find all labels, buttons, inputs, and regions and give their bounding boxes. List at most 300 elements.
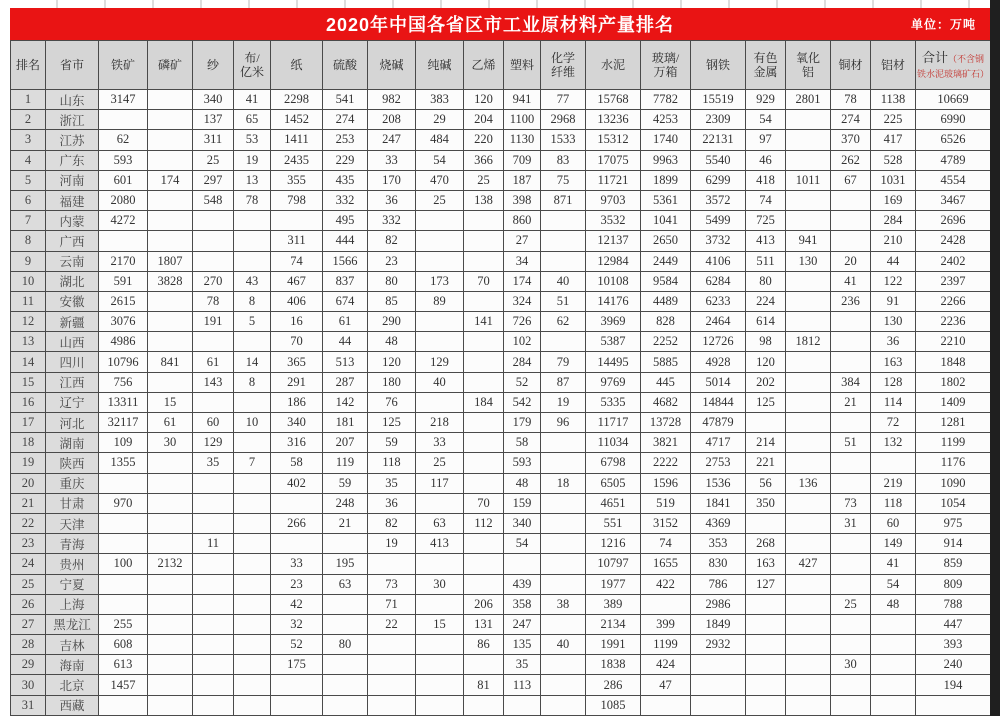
value-cell-plastics: 1100 [504,110,541,130]
value-cell-glass-10k-cases: 7782 [641,90,691,110]
rank-cell: 1 [11,90,46,110]
value-cell-phosphate-ore: 3828 [148,271,193,291]
value-cell-cement: 5335 [586,392,641,412]
value-cell-phosphate-ore [148,473,193,493]
value-cell-cement: 551 [586,513,641,533]
value-cell-cloth-100m-meters [234,251,271,271]
value-cell-caustic-soda [368,695,416,715]
value-cell-aluminum-products: 130 [871,312,916,332]
table-body [11,90,991,716]
value-cell-copper-products: 67 [831,170,871,190]
value-cell-soda-ash: 54 [416,150,464,170]
value-cell-plastics: 324 [504,291,541,311]
value-cell-plastics: 58 [504,433,541,453]
value-cell-cement: 3969 [586,312,641,332]
value-cell-glass-10k-cases: 4682 [641,392,691,412]
value-cell-sulfuric-acid [323,594,368,614]
value-cell-glass-10k-cases: 1740 [641,130,691,150]
value-cell-plastics: 35 [504,655,541,675]
table-row [11,493,991,513]
value-cell-alumina [786,372,831,392]
value-cell-phosphate-ore [148,332,193,352]
value-cell-sulfuric-acid: 80 [323,635,368,655]
column-header-cement: 水泥 [586,41,641,90]
value-cell-paper: 23 [271,574,323,594]
province-cell: 天津 [46,513,99,533]
value-cell-chemical-fiber [541,574,586,594]
value-cell-soda-ash: 29 [416,110,464,130]
value-cell-plastics: 135 [504,635,541,655]
value-cell-cloth-100m-meters: 19 [234,150,271,170]
value-cell-chemical-fiber [541,675,586,695]
table-row [11,534,991,554]
value-cell-chemical-fiber [541,251,586,271]
rank-cell: 7 [11,211,46,231]
column-header-province: 省市 [46,41,99,90]
value-cell-alumina [786,574,831,594]
value-cell-iron-ore [99,534,148,554]
value-cell-total: 2402 [916,251,991,271]
value-cell-aluminum-products: 114 [871,392,916,412]
value-cell-sulfuric-acid: 119 [323,453,368,473]
value-cell-chemical-fiber [541,231,586,251]
value-cell-yarn: 78 [193,291,234,311]
value-cell-alumina [786,614,831,634]
table-row [11,695,991,715]
value-cell-glass-10k-cases [641,695,691,715]
rank-cell: 27 [11,614,46,634]
value-cell-cement: 12984 [586,251,641,271]
value-cell-nonferrous-metals: 97 [746,130,786,150]
value-cell-paper: 70 [271,332,323,352]
province-cell: 北京 [46,675,99,695]
rank-cell: 9 [11,251,46,271]
rank-cell: 18 [11,433,46,453]
value-cell-glass-10k-cases [641,594,691,614]
value-cell-ethylene: 141 [464,312,504,332]
value-cell-cloth-100m-meters [234,554,271,574]
value-cell-iron-ore: 3076 [99,312,148,332]
value-cell-sulfuric-acid: 1566 [323,251,368,271]
value-cell-alumina [786,110,831,130]
value-cell-alumina [786,453,831,473]
province-cell: 宁夏 [46,574,99,594]
rank-cell: 20 [11,473,46,493]
column-header-nonferrous-metals: 有色 金属 [746,41,786,90]
value-cell-total: 1281 [916,413,991,433]
value-cell-caustic-soda: 35 [368,473,416,493]
value-cell-caustic-soda [368,655,416,675]
value-cell-steel: 47879 [691,413,746,433]
value-cell-total [916,695,991,715]
value-cell-glass-10k-cases: 5885 [641,352,691,372]
value-cell-phosphate-ore [148,695,193,715]
value-cell-soda-ash: 25 [416,453,464,473]
value-cell-phosphate-ore: 30 [148,433,193,453]
value-cell-caustic-soda: 125 [368,413,416,433]
value-cell-yarn [193,635,234,655]
value-cell-plastics [504,554,541,574]
value-cell-cloth-100m-meters: 7 [234,453,271,473]
value-cell-chemical-fiber: 62 [541,312,586,332]
value-cell-glass-10k-cases: 4489 [641,291,691,311]
value-cell-chemical-fiber [541,493,586,513]
value-cell-plastics: 247 [504,614,541,634]
value-cell-cement: 14176 [586,291,641,311]
value-cell-ethylene: 70 [464,493,504,513]
value-cell-steel: 2986 [691,594,746,614]
value-cell-glass-10k-cases: 1199 [641,635,691,655]
value-cell-total: 1090 [916,473,991,493]
column-header-caustic-soda: 烧碱 [368,41,416,90]
value-cell-steel [691,675,746,695]
value-cell-sulfuric-acid [323,614,368,634]
value-cell-sulfuric-acid: 63 [323,574,368,594]
value-cell-sulfuric-acid: 253 [323,130,368,150]
rank-cell: 24 [11,554,46,574]
province-cell: 江西 [46,372,99,392]
value-cell-copper-products: 20 [831,251,871,271]
value-cell-ethylene [464,291,504,311]
table-row [11,190,991,210]
value-cell-chemical-fiber [541,655,586,675]
column-header-copper-products: 铜材 [831,41,871,90]
value-cell-paper: 16 [271,312,323,332]
value-cell-steel: 1841 [691,493,746,513]
value-cell-paper [271,675,323,695]
value-cell-cloth-100m-meters [234,332,271,352]
value-cell-cloth-100m-meters: 53 [234,130,271,150]
value-cell-copper-products: 274 [831,110,871,130]
value-cell-iron-ore: 591 [99,271,148,291]
value-cell-alumina [786,433,831,453]
value-cell-ethylene: 220 [464,130,504,150]
value-cell-cloth-100m-meters: 10 [234,413,271,433]
table-row [11,453,991,473]
value-cell-plastics: 27 [504,231,541,251]
value-cell-copper-products [831,675,871,695]
value-cell-soda-ash: 470 [416,170,464,190]
value-cell-soda-ash [416,655,464,675]
value-cell-soda-ash: 33 [416,433,464,453]
value-cell-cloth-100m-meters: 43 [234,271,271,291]
table-row [11,231,991,251]
value-cell-cloth-100m-meters [234,594,271,614]
value-cell-plastics: 726 [504,312,541,332]
value-cell-sulfuric-acid: 181 [323,413,368,433]
value-cell-aluminum-products: 225 [871,110,916,130]
value-cell-yarn [193,513,234,533]
value-cell-cloth-100m-meters [234,473,271,493]
table-row [11,312,991,332]
province-cell: 重庆 [46,473,99,493]
table-row [11,574,991,594]
value-cell-cement: 1838 [586,655,641,675]
value-cell-alumina [786,291,831,311]
value-cell-ethylene [464,413,504,433]
value-cell-glass-10k-cases: 13728 [641,413,691,433]
value-cell-chemical-fiber [541,614,586,634]
value-cell-glass-10k-cases: 1596 [641,473,691,493]
value-cell-soda-ash: 89 [416,291,464,311]
value-cell-ethylene [464,251,504,271]
value-cell-glass-10k-cases: 74 [641,534,691,554]
value-cell-paper: 42 [271,594,323,614]
province-cell: 河南 [46,170,99,190]
value-cell-chemical-fiber: 40 [541,271,586,291]
value-cell-total: 194 [916,675,991,695]
value-cell-cloth-100m-meters: 8 [234,291,271,311]
value-cell-phosphate-ore [148,635,193,655]
value-cell-yarn [193,251,234,271]
value-cell-cement: 13236 [586,110,641,130]
value-cell-phosphate-ore [148,110,193,130]
value-cell-paper: 402 [271,473,323,493]
value-cell-cement: 15312 [586,130,641,150]
value-cell-sulfuric-acid: 207 [323,433,368,453]
value-cell-soda-ash [416,554,464,574]
value-cell-ethylene: 86 [464,635,504,655]
value-cell-iron-ore: 109 [99,433,148,453]
value-cell-alumina [786,150,831,170]
value-cell-yarn [193,574,234,594]
value-cell-alumina [786,130,831,150]
value-cell-copper-products: 31 [831,513,871,533]
value-cell-soda-ash: 173 [416,271,464,291]
value-cell-sulfuric-acid: 229 [323,150,368,170]
value-cell-alumina [786,312,831,332]
value-cell-steel: 22131 [691,130,746,150]
province-cell: 山东 [46,90,99,110]
value-cell-nonferrous-metals [746,695,786,715]
value-cell-glass-10k-cases: 1041 [641,211,691,231]
value-cell-soda-ash: 30 [416,574,464,594]
value-cell-copper-products [831,635,871,655]
value-cell-copper-products [831,413,871,433]
value-cell-chemical-fiber [541,332,586,352]
value-cell-nonferrous-metals [746,675,786,695]
value-cell-caustic-soda: 59 [368,433,416,453]
value-cell-cloth-100m-meters [234,655,271,675]
value-cell-yarn: 270 [193,271,234,291]
value-cell-steel: 2753 [691,453,746,473]
value-cell-nonferrous-metals: 413 [746,231,786,251]
value-cell-copper-products [831,453,871,473]
column-header-soda-ash: 纯碱 [416,41,464,90]
table-row [11,675,991,695]
value-cell-caustic-soda: 247 [368,130,416,150]
value-cell-cloth-100m-meters: 78 [234,190,271,210]
value-cell-glass-10k-cases: 1899 [641,170,691,190]
rank-cell: 4 [11,150,46,170]
value-cell-iron-ore: 756 [99,372,148,392]
value-cell-plastics: 542 [504,392,541,412]
value-cell-caustic-soda: 82 [368,513,416,533]
table-row [11,372,991,392]
province-cell: 新疆 [46,312,99,332]
value-cell-copper-products [831,352,871,372]
value-cell-chemical-fiber: 79 [541,352,586,372]
value-cell-steel [691,655,746,675]
value-cell-steel: 4717 [691,433,746,453]
value-cell-steel: 1536 [691,473,746,493]
value-cell-caustic-soda: 36 [368,190,416,210]
value-cell-iron-ore [99,513,148,533]
rank-cell: 12 [11,312,46,332]
value-cell-nonferrous-metals [746,594,786,614]
value-cell-total: 2428 [916,231,991,251]
value-cell-cement: 1085 [586,695,641,715]
column-header-sulfuric-acid: 硫酸 [323,41,368,90]
value-cell-aluminum-products: 163 [871,352,916,372]
rank-cell: 14 [11,352,46,372]
value-cell-plastics [504,695,541,715]
value-cell-total: 1199 [916,433,991,453]
province-cell: 黑龙江 [46,614,99,634]
rank-cell: 28 [11,635,46,655]
value-cell-ethylene [464,352,504,372]
value-cell-steel: 3572 [691,190,746,210]
value-cell-total: 2696 [916,211,991,231]
table-row [11,90,991,110]
table-row [11,635,991,655]
value-cell-copper-products: 21 [831,392,871,412]
value-cell-steel: 5540 [691,150,746,170]
value-cell-soda-ash: 117 [416,473,464,493]
value-cell-plastics: 593 [504,453,541,473]
value-cell-iron-ore: 2615 [99,291,148,311]
value-cell-caustic-soda: 180 [368,372,416,392]
province-cell: 西藏 [46,695,99,715]
value-cell-alumina [786,190,831,210]
value-cell-steel: 6233 [691,291,746,311]
value-cell-copper-products: 73 [831,493,871,513]
value-cell-paper: 406 [271,291,323,311]
value-cell-nonferrous-metals: 56 [746,473,786,493]
table-row [11,251,991,271]
total-header-note-line2: 铁水泥玻璃矿石） [916,68,989,79]
value-cell-iron-ore [99,110,148,130]
value-cell-phosphate-ore [148,231,193,251]
province-cell: 云南 [46,251,99,271]
value-cell-yarn: 548 [193,190,234,210]
table-row [11,352,991,372]
value-cell-total: 6990 [916,110,991,130]
value-cell-total: 2266 [916,291,991,311]
value-cell-soda-ash [416,635,464,655]
value-cell-cement: 3532 [586,211,641,231]
value-cell-chemical-fiber: 871 [541,190,586,210]
value-cell-steel: 353 [691,534,746,554]
value-cell-cloth-100m-meters: 14 [234,352,271,372]
value-cell-aluminum-products: 169 [871,190,916,210]
value-cell-alumina [786,695,831,715]
value-cell-plastics: 52 [504,372,541,392]
value-cell-caustic-soda: 170 [368,170,416,190]
value-cell-cement: 17075 [586,150,641,170]
value-cell-aluminum-products: 219 [871,473,916,493]
value-cell-caustic-soda: 982 [368,90,416,110]
value-cell-ethylene: 81 [464,675,504,695]
value-cell-aluminum-products: 48 [871,594,916,614]
value-cell-nonferrous-metals: 725 [746,211,786,231]
value-cell-soda-ash [416,695,464,715]
value-cell-ethylene [464,574,504,594]
province-cell: 湖南 [46,433,99,453]
value-cell-soda-ash: 383 [416,90,464,110]
value-cell-ethylene [464,372,504,392]
province-cell: 辽宁 [46,392,99,412]
value-cell-total: 975 [916,513,991,533]
value-cell-alumina [786,413,831,433]
value-cell-paper: 467 [271,271,323,291]
value-cell-ethylene [464,453,504,473]
value-cell-iron-ore: 13311 [99,392,148,412]
value-cell-phosphate-ore [148,574,193,594]
value-cell-steel: 15519 [691,90,746,110]
value-cell-soda-ash: 40 [416,372,464,392]
value-cell-alumina [786,352,831,372]
production-ranking-table [10,40,991,716]
value-cell-copper-products: 236 [831,291,871,311]
value-cell-cloth-100m-meters [234,392,271,412]
table-row [11,150,991,170]
value-cell-glass-10k-cases: 445 [641,372,691,392]
table-row [11,655,991,675]
value-cell-chemical-fiber: 87 [541,372,586,392]
value-cell-iron-ore: 10796 [99,352,148,372]
value-cell-aluminum-products: 91 [871,291,916,311]
value-cell-aluminum-products [871,675,916,695]
value-cell-nonferrous-metals: 929 [746,90,786,110]
value-cell-aluminum-products: 149 [871,534,916,554]
value-cell-chemical-fiber [541,534,586,554]
value-cell-ethylene: 112 [464,513,504,533]
value-cell-nonferrous-metals: 120 [746,352,786,372]
value-cell-caustic-soda: 118 [368,453,416,473]
value-cell-alumina: 1011 [786,170,831,190]
value-cell-plastics: 340 [504,513,541,533]
value-cell-aluminum-products: 54 [871,574,916,594]
value-cell-soda-ash: 25 [416,190,464,210]
value-cell-total: 240 [916,655,991,675]
value-cell-alumina [786,635,831,655]
value-cell-nonferrous-metals: 268 [746,534,786,554]
province-cell: 安徽 [46,291,99,311]
value-cell-plastics: 159 [504,493,541,513]
rank-cell: 26 [11,594,46,614]
rank-cell: 8 [11,231,46,251]
value-cell-nonferrous-metals [746,635,786,655]
value-cell-yarn [193,473,234,493]
value-cell-paper: 1411 [271,130,323,150]
value-cell-cement: 389 [586,594,641,614]
province-cell: 四川 [46,352,99,372]
value-cell-steel: 2932 [691,635,746,655]
value-cell-sulfuric-acid: 44 [323,332,368,352]
column-header-rank: 排名 [11,41,46,90]
value-cell-glass-10k-cases: 3152 [641,513,691,533]
value-cell-nonferrous-metals: 163 [746,554,786,574]
table-row [11,473,991,493]
value-cell-plastics: 439 [504,574,541,594]
value-cell-yarn [193,211,234,231]
column-header-iron-ore: 铁矿 [99,41,148,90]
value-cell-yarn: 143 [193,372,234,392]
value-cell-paper: 32 [271,614,323,634]
value-cell-total: 10669 [916,90,991,110]
value-cell-iron-ore: 2170 [99,251,148,271]
